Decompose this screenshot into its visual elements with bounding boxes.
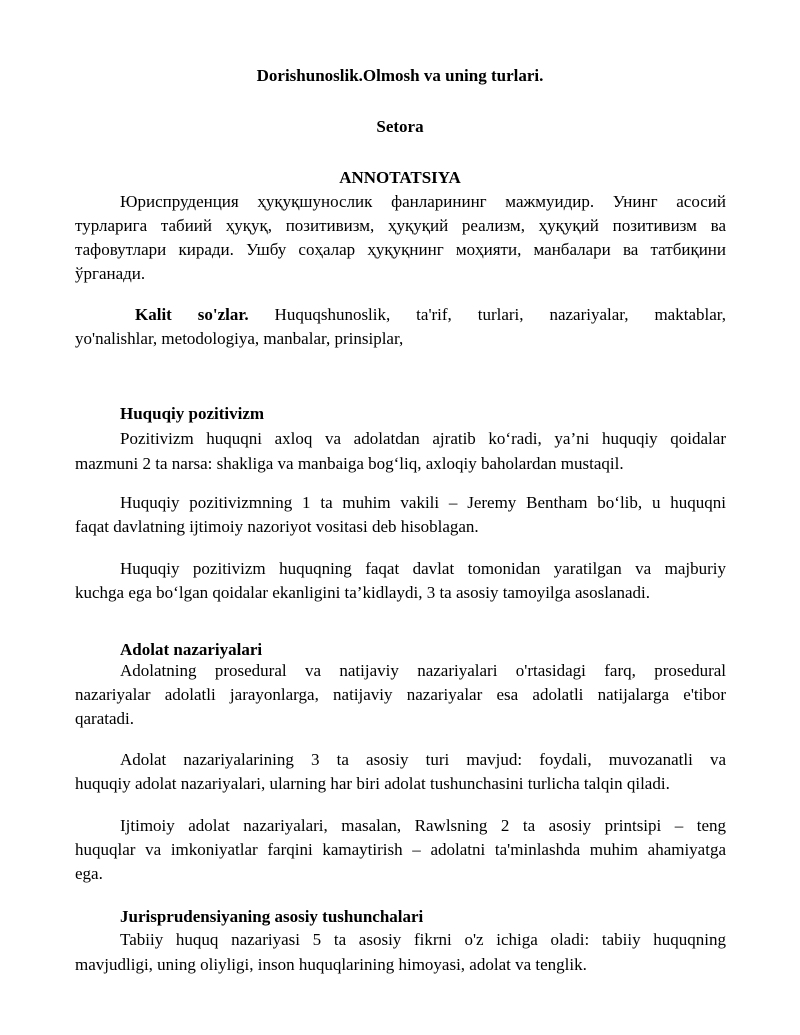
paragraph-line: Huquqiy pozitivizmning 1 ta muhim vakili – Jeremy Bentham bo‘lib, u huquqni (120, 493, 726, 512)
paragraph-line: faqat davlatning ijtimoiy nazoriyot vositasi deb hisoblagan. (75, 517, 479, 536)
section-heading: Adolat nazariyalari (120, 640, 263, 659)
keywords-line-2: yo'nalishlar, metodologiya, manbalar, prinsiplar, (75, 329, 404, 348)
annotation-line: тафовутлари киради. Ушбу соҳалар ҳуқуқнинг моҳияти, манбалари ва татбиқини (75, 240, 726, 259)
paragraph-line: ega. (75, 864, 103, 883)
paragraph-line: nazariyalar adolatli jarayonlarga, natijaviy nazariyalar esa adolatli natijalarga e'tibor (75, 685, 726, 704)
paragraph-line: Adolat nazariyalarining 3 ta asosiy turi mavjud: foydali, muvozanatli va (120, 750, 726, 769)
keywords-text: Huquqshunoslik, ta'rif, turlari, nazariyalar, maktablar, (274, 305, 726, 324)
document-title: Dorishunoslik.Olmosh va uning turlari. (256, 66, 544, 85)
paragraph-line: mazmuni 2 ta narsa: shakliga va manbaiga bog‘liq, axloqiy baholardan mustaqil. (75, 454, 624, 473)
annotation-line: Юриспруденция ҳуқуқшунослик фанларининг мажмуидир. Унинг асосий (120, 192, 726, 211)
author-name: Setora (376, 117, 424, 136)
paragraph-line: Huquqiy pozitivizm huquqning faqat davlat tomonidan yaratilgan va majburiy (120, 559, 726, 578)
annotation-line: турларига табиий ҳуқуқ, позитивизм, ҳуқуқий реализм, ҳуқуқий позитивизм ва (75, 216, 726, 235)
keywords-line (135, 305, 726, 325)
paragraph-line: mavjudligi, uning oliyligi, inson huquqlarining himoyasi, adolat va tenglik. (75, 955, 587, 974)
section-heading: Huquqiy pozitivizm (120, 404, 265, 423)
section-heading: Jurisprudensiyaning asosiy tushunchalari (120, 907, 424, 926)
paragraph-line: Pozitivizm huquqni axloq va adolatdan ajratib ko‘radi, ya’ni huquqiy qoidalar (120, 429, 726, 448)
paragraph-line: kuchga ega bo‘lgan qoidalar ekanligini ta’kidlaydi, 3 ta asosiy tamoyilga asoslanadi. (75, 583, 651, 602)
paragraph-line: huquqiy adolat nazariyalari, ularning har biri adolat tushunchasini turlicha talqin qiladi. (75, 774, 670, 793)
paragraph-line: Adolatning prosedural va natijaviy nazariyalari o'rtasidagi farq, prosedural (120, 661, 726, 680)
annotation-heading: ANNOTATSIYA (339, 168, 461, 187)
paragraph-line: Tabiiy huquq nazariyasi 5 ta asosiy fikrni o'z ichiga oladi: tabiiy huquqning (120, 930, 726, 949)
annotation-line: ўрганади. (75, 264, 146, 283)
paragraph-line: Ijtimoiy adolat nazariyalari, masalan, Rawlsning 2 ta asosiy printsipi – teng (120, 816, 726, 835)
paragraph-line: qaratadi. (75, 709, 134, 728)
paragraph-line: huquqlar va imkoniyatlar farqini kamaytirish – adolatni ta'minlashda muhim ahamiyatga (75, 840, 726, 859)
keywords-label: Kalit so'zlar. (135, 305, 249, 324)
